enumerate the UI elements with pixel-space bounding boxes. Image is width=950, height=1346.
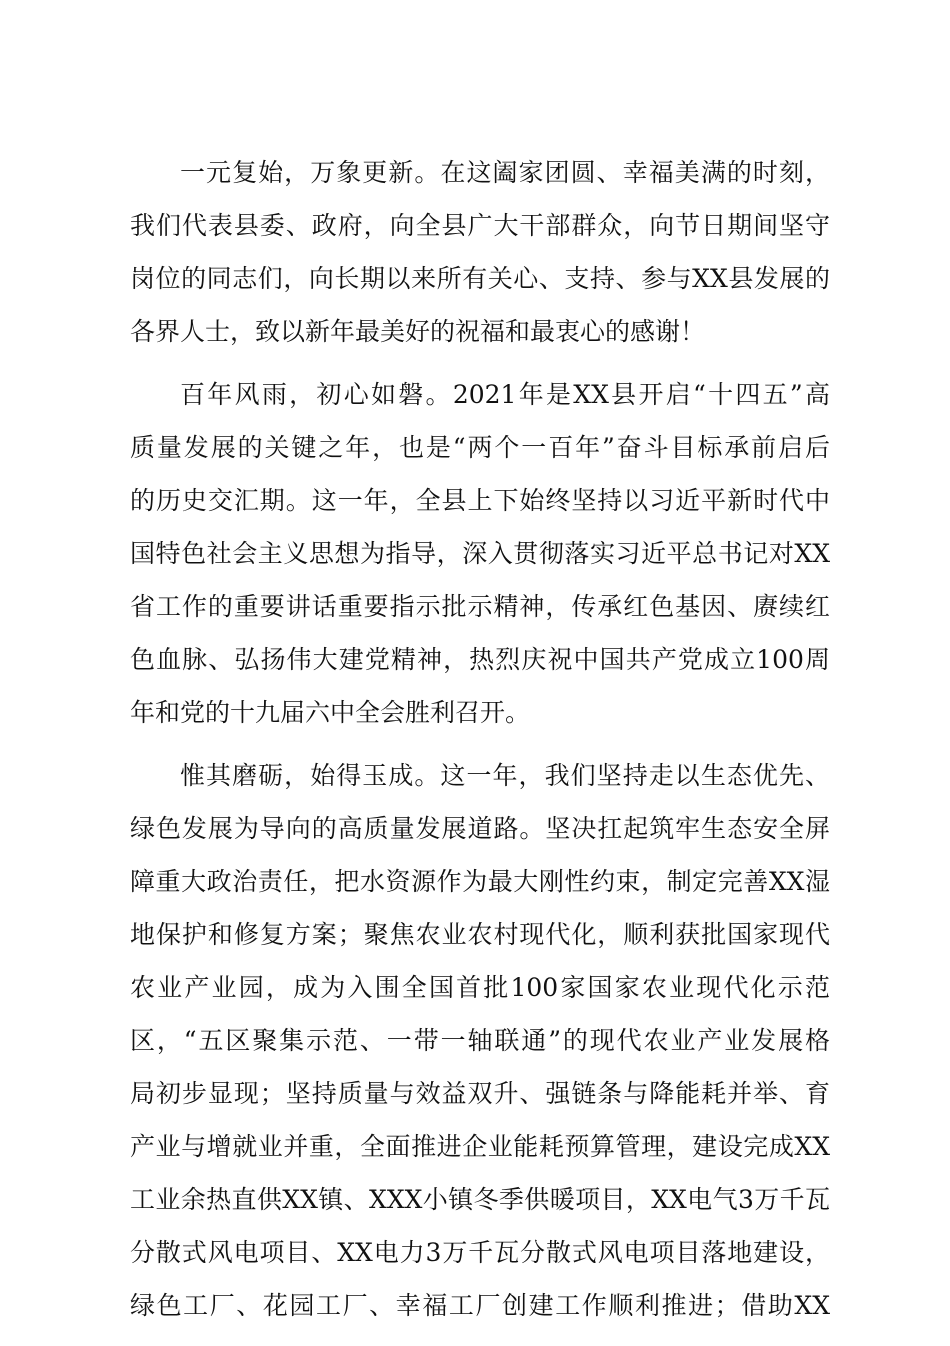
- text-line: 质量发展的关键之年，也是“两个一百年”奋斗目标承前启后: [130, 433, 830, 462]
- text-line: 局初步显现；坚持质量与效益双升、强链条与降能耗并举、育: [130, 1079, 830, 1108]
- text-line: 地保护和修复方案；聚焦农业农村现代化，顺利获批国家现代: [130, 920, 830, 949]
- text-line: 障重大政治责任，把水资源作为最大刚性约束，制定完善XX湿: [130, 867, 830, 896]
- text-line: 工业余热直供XX镇、XXX小镇冬季供暖项目，XX电气3万千瓦: [130, 1185, 830, 1214]
- text-line: 农业产业园，成为入围全国首批100家国家农业现代化示范: [130, 973, 830, 1002]
- text-line: 年和党的十九届六中全会胜利召开。: [130, 698, 531, 727]
- document-body: [130, 146, 830, 1342]
- text-line: 绿色工厂、花园工厂、幸福工厂创建工作顺利推进；借助XX: [130, 1291, 830, 1320]
- text-line: 的历史交汇期。这一年，全县上下始终坚持以习近平新时代中: [130, 486, 830, 515]
- text-line: 省工作的重要讲话重要指示批示精神，传承红色基因、赓续红: [130, 592, 830, 621]
- text-line: 区，“五区聚集示范、一带一轴联通”的现代农业产业发展格: [130, 1026, 830, 1055]
- text-line: 一元复始，万象更新。在这阖家团圆、幸福美满的时刻，: [180, 158, 830, 187]
- text-line: 分散式风电项目、XX电力3万千瓦分散式风电项目落地建设，: [130, 1238, 830, 1267]
- text-line: 产业与增就业并重，全面推进企业能耗预算管理，建设完成XX: [130, 1132, 830, 1161]
- text-line: 我们代表县委、政府，向全县广大干部群众，向节日期间坚守: [130, 211, 830, 240]
- text-line: 岗位的同志们，向长期以来所有关心、支持、参与XX县发展的: [130, 264, 830, 293]
- text-line: 百年风雨，初心如磐。2021年是XX县开启“十四五”高: [180, 380, 830, 409]
- text-line: 各界人士，致以新年最美好的祝福和最衷心的感谢！: [130, 317, 706, 346]
- paragraph-new-year-greeting: [130, 146, 830, 358]
- paragraph-green-development: [130, 749, 830, 1332]
- text-line: 国特色社会主义思想为指导，深入贯彻落实习近平总书记对XX: [130, 539, 830, 568]
- text-line: 绿色发展为导向的高质量发展道路。坚决扛起筑牢生态安全屏: [130, 814, 830, 843]
- paragraph-centenary: [130, 368, 830, 739]
- text-line: 色血脉、弘扬伟大建党精神，热烈庆祝中国共产党成立100周: [130, 645, 830, 674]
- text-line: 惟其磨砺，始得玉成。这一年，我们坚持走以生态优先、: [180, 761, 830, 790]
